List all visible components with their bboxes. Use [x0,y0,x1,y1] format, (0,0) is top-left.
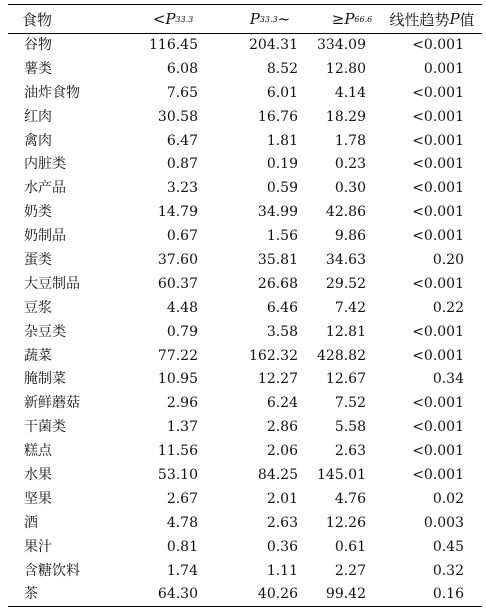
tertile-mid-cell: 12.27 [257,371,298,388]
trend-p-cell: <0.001 [412,419,464,436]
trend-p-cell: <0.001 [412,37,464,53]
table-row [8,464,482,488]
food-cell: 腌制菜 [24,371,66,388]
table-bottom-rule [8,606,482,607]
tertile-mid-cell: 0.19 [266,156,298,173]
tertile-high-cell: 4.14 [334,84,366,101]
tertile-low-cell: 1.37 [166,419,198,436]
tertile-low-cell: 0.79 [166,323,198,340]
header-trend-suffix: 值 [459,10,475,29]
table-row [8,368,482,392]
header-tertile-mid-suffix: ~ [277,10,291,28]
trend-p-cell: <0.001 [412,395,464,412]
trend-p-cell: 0.45 [432,538,464,555]
tertile-high-cell: 2.27 [334,562,366,579]
trend-p-cell: <0.001 [412,156,464,173]
tertile-low-cell: 6.47 [166,132,198,149]
tertile-high-cell: 7.42 [334,299,366,316]
header-tertile-mid-sub: 33.3 [259,14,278,24]
food-cell: 内脏类 [24,156,66,173]
trend-p-cell: 0.20 [432,252,464,269]
header-food: 食物 [22,10,53,29]
trend-p-cell: <0.001 [412,443,464,460]
tertile-high-cell: 334.09 [317,37,366,53]
header-tertile-low [120,6,226,32]
food-cell: 茶 [24,586,38,603]
food-cell: 蛋类 [24,252,52,269]
table-row [8,58,482,82]
tertile-low-cell: 4.78 [166,514,198,531]
food-cell: 水果 [24,467,52,484]
tertile-mid-cell: 0.59 [266,180,298,197]
table-row [8,392,482,416]
trend-p-cell: 0.32 [432,562,464,579]
tertile-low-cell: 7.65 [166,84,198,101]
trend-p-cell: <0.001 [412,467,464,484]
tertile-mid-cell: 162.32 [249,347,298,364]
tertile-high-cell: 34.63 [325,252,366,269]
tertile-mid-cell: 0.36 [266,538,298,555]
food-cell: 水产品 [24,180,66,197]
tertile-mid-cell: 3.58 [266,323,298,340]
food-cell: 酒 [24,514,38,531]
tertile-mid-cell: 2.01 [266,490,298,507]
table-row [8,225,482,249]
food-cell: 奶制品 [24,228,66,245]
tertile-low-cell: 6.08 [166,60,198,77]
table-row [8,34,482,58]
table-row [8,201,482,225]
food-cell: 干菌类 [24,419,66,436]
food-cell: 坚果 [24,490,52,507]
tertile-high-cell: 4.76 [334,490,366,507]
tertile-low-cell: 2.96 [166,395,198,412]
table-row [8,321,482,345]
food-cell: 谷物 [24,37,52,53]
header-tertile-low-p: P [165,10,176,28]
table-body [8,34,482,607]
food-cell: 禽肉 [24,132,52,149]
header-tertile-low-prefix: < [152,10,166,28]
table-row [8,297,482,321]
header-tertile-mid-p: P [249,10,260,28]
trend-p-cell: 0.16 [432,586,464,603]
tertile-high-cell: 0.61 [334,538,366,555]
food-cell: 果汁 [24,538,52,555]
tertile-low-cell: 10.95 [157,371,198,388]
trend-p-cell: <0.001 [412,347,464,364]
tertile-low-cell: 4.48 [166,299,198,316]
tertile-mid-cell: 1.56 [266,228,298,245]
tertile-mid-cell: 2.06 [266,443,298,460]
tertile-mid-cell: 1.81 [266,132,298,149]
trend-p-cell: <0.001 [412,323,464,340]
header-tertile-high-prefix: ≥ [331,10,345,28]
table-row [8,440,482,464]
tertile-mid-cell: 1.11 [266,562,298,579]
tertile-low-cell: 53.10 [157,467,198,484]
table-row [8,82,482,106]
trend-p-cell: 0.02 [432,490,464,507]
table-row [8,560,482,584]
header-tertile-high-sub: 66.6 [354,14,373,24]
table-row [8,345,482,369]
food-cell: 奶类 [24,204,52,221]
food-cell: 蔬菜 [24,347,52,364]
tertile-low-cell: 0.87 [166,156,198,173]
trend-p-cell: <0.001 [412,180,464,197]
tertile-high-cell: 0.30 [334,180,366,197]
tertile-mid-cell: 204.31 [249,37,298,53]
tertile-high-cell: 5.58 [334,419,366,436]
tertile-low-cell: 11.56 [157,443,198,460]
tertile-low-cell: 0.67 [166,228,198,245]
header-trend-p [382,6,482,32]
food-cell: 油炸食物 [24,84,80,101]
header-trend-label: 线性趋势 [389,10,450,29]
table-row [8,273,482,297]
trend-p-cell: <0.001 [412,204,464,221]
food-cell: 红肉 [24,108,52,125]
tertile-high-cell: 42.86 [325,204,366,221]
tertile-high-cell: 18.29 [325,108,366,125]
tertile-high-cell: 2.63 [334,443,366,460]
trend-p-cell: <0.001 [412,132,464,149]
table-row [8,583,482,607]
table-row [8,416,482,440]
tertile-low-cell: 64.30 [157,586,198,603]
trend-p-cell: <0.001 [412,228,464,245]
table-row [8,512,482,536]
tertile-low-cell: 2.67 [166,490,198,507]
table-row [8,488,482,512]
trend-p-cell: <0.001 [412,84,464,101]
trend-p-cell: <0.001 [412,275,464,292]
food-cell: 大豆制品 [24,275,80,292]
tertile-mid-cell: 84.25 [257,467,298,484]
tertile-high-cell: 428.82 [317,347,366,364]
tertile-low-cell: 14.79 [157,204,198,221]
food-cell: 含糖饮料 [24,562,80,579]
table-top-rule [8,4,482,5]
tertile-mid-cell: 2.63 [266,514,298,531]
tertile-low-cell: 3.23 [166,180,198,197]
tertile-high-cell: 7.52 [334,395,366,412]
header-tertile-high-p: P [344,10,355,28]
tertile-high-cell: 9.86 [334,228,366,245]
tertile-high-cell: 29.52 [325,275,366,292]
tertile-mid-cell: 6.46 [266,299,298,316]
tertile-low-cell: 60.37 [157,275,198,292]
table-row [8,177,482,201]
tertile-mid-cell: 6.01 [266,84,298,101]
trend-p-cell: 0.001 [423,60,464,77]
tertile-high-cell: 12.67 [325,371,366,388]
tertile-high-cell: 12.81 [325,323,366,340]
table-row [8,249,482,273]
tertile-low-cell: 1.74 [166,562,198,579]
tertile-low-cell: 37.60 [157,252,198,269]
food-cell: 薯类 [24,60,52,77]
tertile-high-cell: 145.01 [317,467,366,484]
trend-p-cell: 0.22 [432,299,464,316]
tertile-high-cell: 12.26 [325,514,366,531]
table-row [8,153,482,177]
food-cell: 糕点 [24,443,52,460]
header-tertile-high [314,6,390,32]
trend-p-cell: <0.001 [412,108,464,125]
tertile-high-cell: 99.42 [325,586,366,603]
tertile-low-cell: 77.22 [157,347,198,364]
tertile-mid-cell: 6.24 [266,395,298,412]
header-tertile-low-sub: 33.3 [175,14,194,24]
tertile-mid-cell: 40.26 [257,586,298,603]
tertile-low-cell: 30.58 [157,108,198,125]
food-cell: 豆浆 [24,299,52,316]
tertile-low-cell: 116.45 [149,37,198,53]
tertile-mid-cell: 35.81 [257,252,298,269]
tertile-mid-cell: 2.86 [266,419,298,436]
header-tertile-mid [228,6,312,32]
tertile-mid-cell: 34.99 [257,204,298,221]
table-row [8,106,482,130]
food-cell: 杂豆类 [24,323,66,340]
trend-p-cell: 0.003 [423,514,464,531]
tertile-high-cell: 12.80 [325,60,366,77]
table-row [8,536,482,560]
table-row [8,130,482,154]
tertile-high-cell: 0.23 [334,156,366,173]
tertile-low-cell: 0.81 [166,538,198,555]
tertile-high-cell: 1.78 [334,132,366,149]
trend-p-cell: 0.34 [432,371,464,388]
header-trend-p-letter: P [449,10,460,28]
tertile-mid-cell: 8.52 [266,60,298,77]
food-cell: 新鲜蘑菇 [24,395,80,412]
tertile-mid-cell: 26.68 [257,275,298,292]
tertile-mid-cell: 16.76 [257,108,298,125]
